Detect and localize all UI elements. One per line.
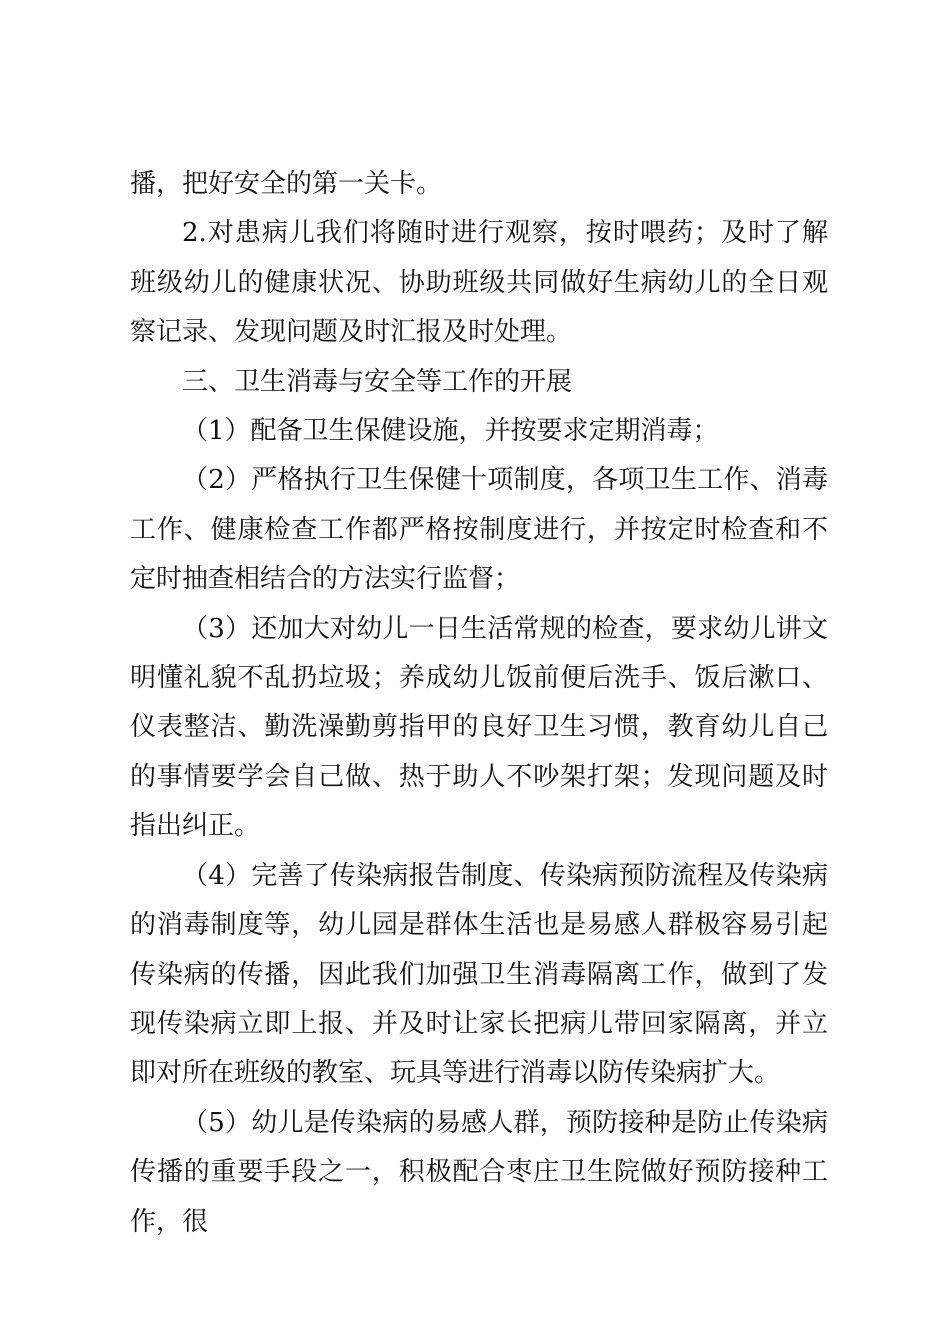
section-heading-3: 三、卫生消毒与安全等工作的开展 <box>182 366 573 397</box>
paragraph-item-4-infectious-disease: （4）完善了传染病报告制度、传染病预防流程及传染病的消毒制度等，幼儿园是群体生活也是易感人群极容易引起传染病的传播，因此我们加强卫生消毒隔离工作，做到了发现传染病立即上报、并及时让家长把病儿带回家隔离，并立即对所在班级的教室、玩具等进行消毒以防传染病扩大。 <box>130 860 828 1089</box>
paragraph-item-1-facilities: （1）配备卫生保健设施，并按要求定期消毒； <box>182 416 719 447</box>
paragraph-item-3-daily-routine: （3）还加大对幼儿一日生活常规的检查，要求幼儿讲文明懂礼貌不乱扔垃圾；养成幼儿饭前便后洗手、饭后漱口、仪表整洁、勤洗澡勤剪指甲的良好卫生习惯，教育幼儿自己的事情要学会自己做、热于助人不吵架打架；发现问题及时指出纠正。 <box>130 613 828 842</box>
document-body <box>130 160 828 1247</box>
paragraph-item-5-vaccination: （5）幼儿是传染病的易感人群，预防接种是防止传染病传播的重要手段之一，积极配合枣庄卫生院做好预防接种工作，很 <box>130 1107 828 1237</box>
paragraph-item-2: 2.对患病儿我们将随时进行观察，按时喂药；及时了解班级幼儿的健康状况、协助班级共同做好生病幼儿的全日观察记录、发现问题及时汇报及时处理。 <box>130 218 828 348</box>
paragraph-item-2-regulations: （2）严格执行卫生保健十项制度，各项卫生工作、消毒工作、健康检查工作都严格按制度进行，并按定时检查和不定时抽查相结合的方法实行监督； <box>130 465 828 595</box>
paragraph-continuation: 播，把好安全的第一关卡。 <box>130 169 443 199</box>
